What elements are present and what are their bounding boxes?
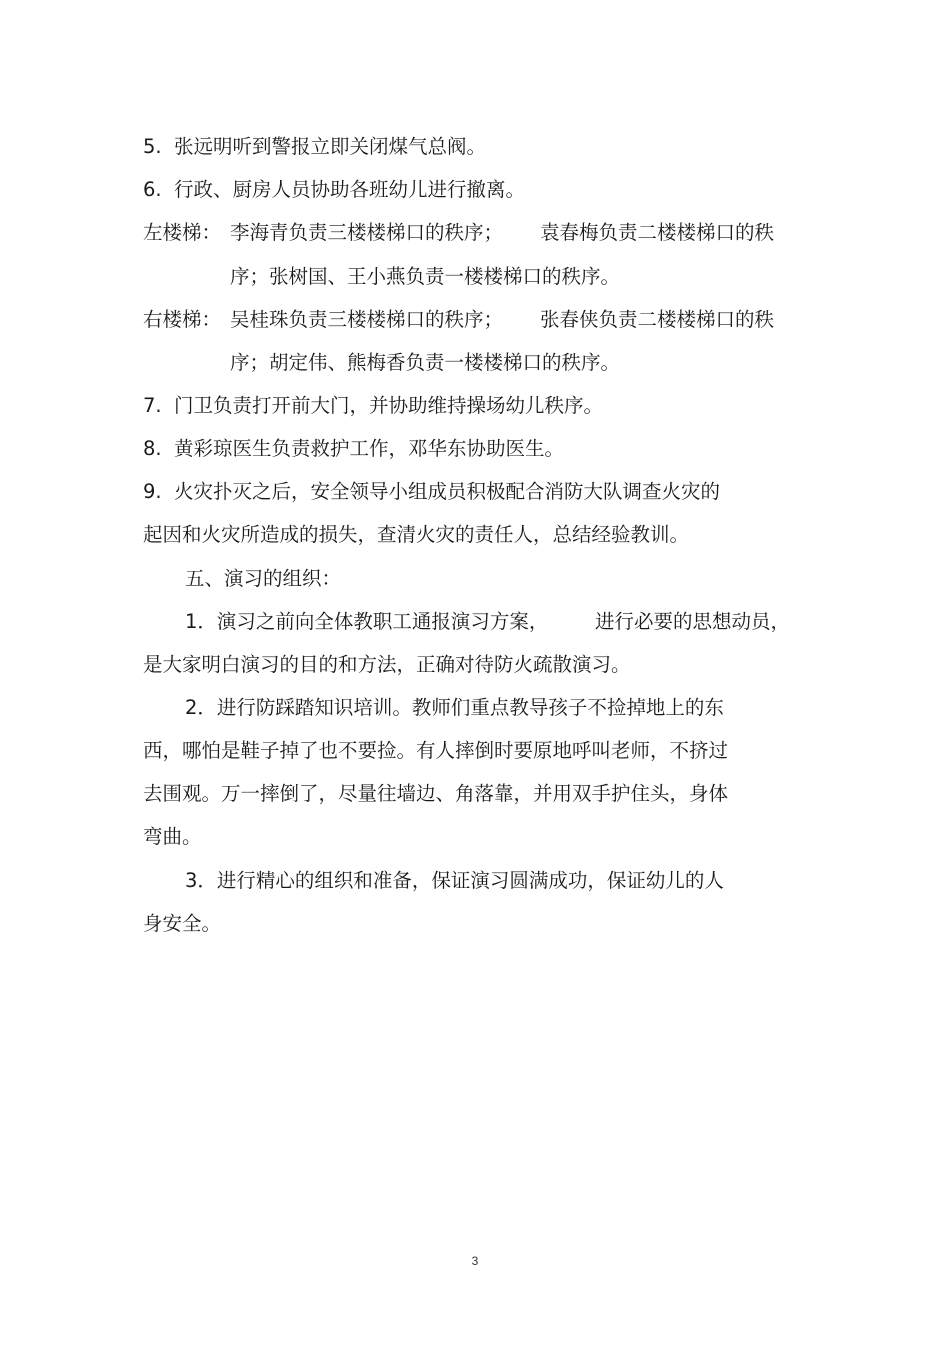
section-heading: 五、演习的组织： — [185, 567, 342, 590]
right-stair-floor2: 张春侠负责二楼楼梯口的秩 — [540, 308, 775, 331]
paragraph-1-part-a: 1．演习之前向全体教职工通报演习方案， — [185, 610, 549, 633]
paragraph-2-line-4: 弯曲。 — [143, 825, 202, 848]
right-stair-label: 右楼梯： — [143, 308, 222, 331]
paragraph-1-line-2: 是大家明白演习的目的和方法，正确对待防火疏散演习。 — [143, 653, 631, 676]
left-stair-label: 左楼梯： — [143, 221, 222, 244]
item-7: 7. 门卫负责打开前大门，并协助维持操场幼儿秩序。 — [143, 394, 604, 417]
paragraph-2-line-3: 去围观。万一摔倒了，尽量往墙边、角落靠，并用双手护住头，身体 — [143, 782, 729, 805]
paragraph-1-part-b: 进行必要的思想动员， — [595, 610, 791, 633]
right-stair-floor1: 序；胡定伟、熊梅香负责一楼楼梯口的秩序。 — [230, 351, 621, 374]
paragraph-2-line-1: 2．进行防踩踏知识培训。教师们重点教导孩子不捡掉地上的东 — [185, 696, 724, 719]
item-6: 6. 行政、厨房人员协助各班幼儿进行撤离。 — [143, 178, 526, 201]
left-stair-floor1: 序；张树国、王小燕负责一楼楼梯口的秩序。 — [230, 265, 621, 288]
item-9-line-1: 9. 火灾扑灭之后，安全领导小组成员积极配合消防大队调查火灾的 — [143, 480, 721, 503]
item-8: 8. 黄彩琼医生负责救护工作，邓华东协助医生。 — [143, 437, 565, 460]
paragraph-2-line-2: 西，哪怕是鞋子掉了也不要捡。有人摔倒时要原地呼叫老师，不挤过 — [143, 739, 729, 762]
item-5: 5. 张远明听到警报立即关闭煤气总阀。 — [143, 135, 487, 158]
right-stair-floor3: 吴桂珠负责三楼楼梯口的秩序； — [230, 308, 504, 331]
left-stair-floor3: 李海青负责三楼楼梯口的秩序； — [230, 221, 504, 244]
paragraph-3-line-2: 身安全。 — [143, 912, 222, 935]
paragraph-3-line-1: 3．进行精心的组织和准备，保证演习圆满成功，保证幼儿的人 — [185, 869, 724, 892]
page-number: 3 — [471, 1254, 479, 1268]
left-stair-floor2: 袁春梅负责二楼楼梯口的秩 — [540, 221, 775, 244]
item-9-line-2: 起因和火灾所造成的损失，查清火灾的责任人，总结经验教训。 — [143, 523, 690, 546]
